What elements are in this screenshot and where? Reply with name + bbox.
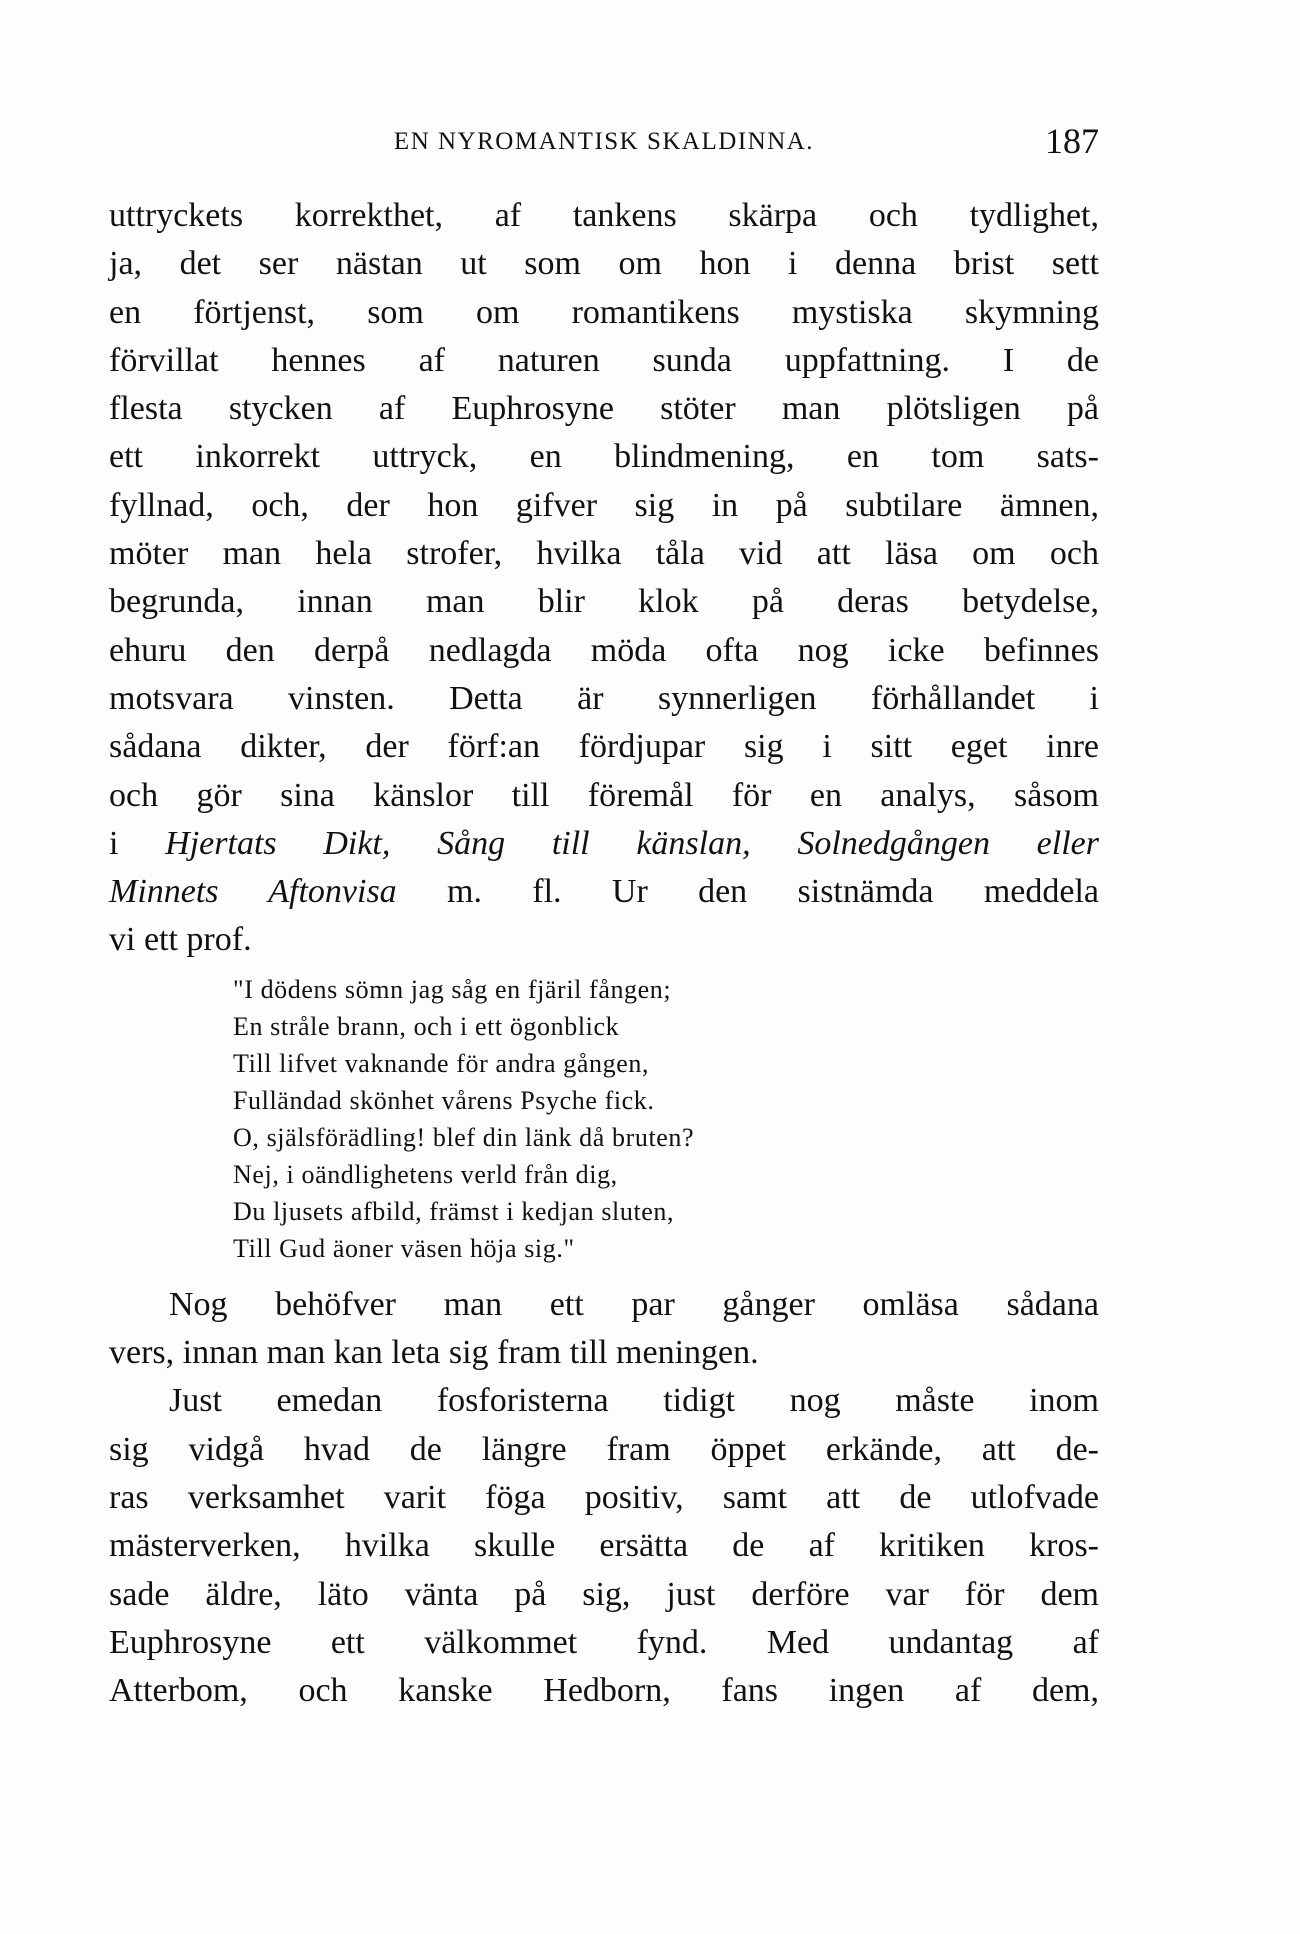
running-header	[109, 120, 1099, 170]
text-line: begrunda, innan man blir klok på deras betydelse,	[109, 583, 1099, 621]
poem-verse: Till lifvet vaknande för andra gången,	[233, 1048, 650, 1078]
text-line: sade äldre, läto vänta på sig, just derföre var för dem	[109, 1575, 1099, 1613]
text-line-with-title	[109, 868, 1099, 916]
text-line: ja, det ser nästan ut som om hon i denna brist sett	[109, 245, 1099, 283]
body-text	[109, 192, 1099, 1715]
page-number: 187	[1045, 121, 1099, 161]
text-line: motsvara vinsten. Detta är synnerligen förhållandet i	[109, 679, 1099, 717]
paragraph-1	[109, 192, 1099, 965]
work-title: Minnets Aftonvisa	[109, 873, 397, 911]
text-line: Just emedan fosforisterna tidigt nog måste inom	[169, 1382, 1099, 1420]
text-line: Nog behöfver man ett par gånger omläsa sådana	[169, 1285, 1099, 1323]
work-titles: Hjertats Dikt, Sång till känslan, Solnedgången eller	[165, 824, 1099, 862]
poem-verse: O, själsförädling! blef din länk då bruten?	[233, 1122, 695, 1152]
text-line: sådana dikter, der förf:an fördjupar sig i sitt eget inre	[109, 728, 1099, 766]
paragraph-2	[109, 1281, 1099, 1378]
text-line: en förtjenst, som om romantikens mystiska skymning	[109, 293, 1099, 331]
poem-verse: Du ljusets afbild, främst i kedjan sluten,	[233, 1196, 675, 1226]
text-line: möter man hela strofer, hvilka tåla vid att läsa om och	[109, 535, 1099, 573]
text-line: ras verksamhet varit föga positiv, samt att de utlofvade	[109, 1478, 1099, 1516]
text-fragment: m. fl. Ur den sistnämda meddela	[396, 873, 1099, 911]
poem-verse: Nej, i oändlighetens verld från dig,	[233, 1159, 618, 1189]
text-line: uttryckets korrekthet, af tankens skärpa och tydlighet,	[109, 197, 1099, 234]
text-line: ehuru den derpå nedlagda möda ofta nog icke befinnes	[109, 631, 1099, 669]
text-line: flesta stycken af Euphrosyne stöter man plötsligen på	[109, 390, 1099, 428]
text-fragment: i	[109, 824, 166, 862]
text-line: vi ett prof.	[109, 921, 252, 959]
poem-quotation	[233, 971, 1099, 1267]
paragraph-3	[109, 1377, 1099, 1715]
text-line: vers, innan man kan leta sig fram till meningen.	[109, 1334, 759, 1372]
poem-verse: "I dödens sömn jag såg en fjäril fången;	[233, 974, 672, 1004]
text-line: Euphrosyne ett välkommet fynd. Med undantag af	[109, 1623, 1099, 1661]
text-line: sig vidgå hvad de längre fram öppet erkände, att de-	[109, 1430, 1099, 1468]
poem-verse: Till Gud äoner väsen höja sig."	[233, 1233, 575, 1263]
text-line: och gör sina känslor till föremål för en analys, såsom	[109, 776, 1099, 814]
running-title: EN NYROMANTISK SKALDINNA.	[393, 128, 815, 155]
text-line: fyllnad, och, der hon gifver sig in på subtilare ämnen,	[109, 486, 1099, 524]
text-line: ett inkorrekt uttryck, en blindmening, en tom sats-	[109, 438, 1099, 476]
text-line: Atterbom, och kanske Hedborn, fans ingen af dem,	[109, 1672, 1099, 1710]
text-line: förvillat hennes af naturen sunda uppfattning. I de	[109, 341, 1099, 379]
text-line-with-titles	[109, 820, 1099, 868]
poem-verse: En stråle brann, och i ett ögonblick	[233, 1011, 620, 1041]
poem-verse: Fulländad skönhet vårens Psyche fick.	[233, 1085, 655, 1115]
text-line: mästerverken, hvilka skulle ersätta de af kritiken kros-	[109, 1527, 1099, 1565]
